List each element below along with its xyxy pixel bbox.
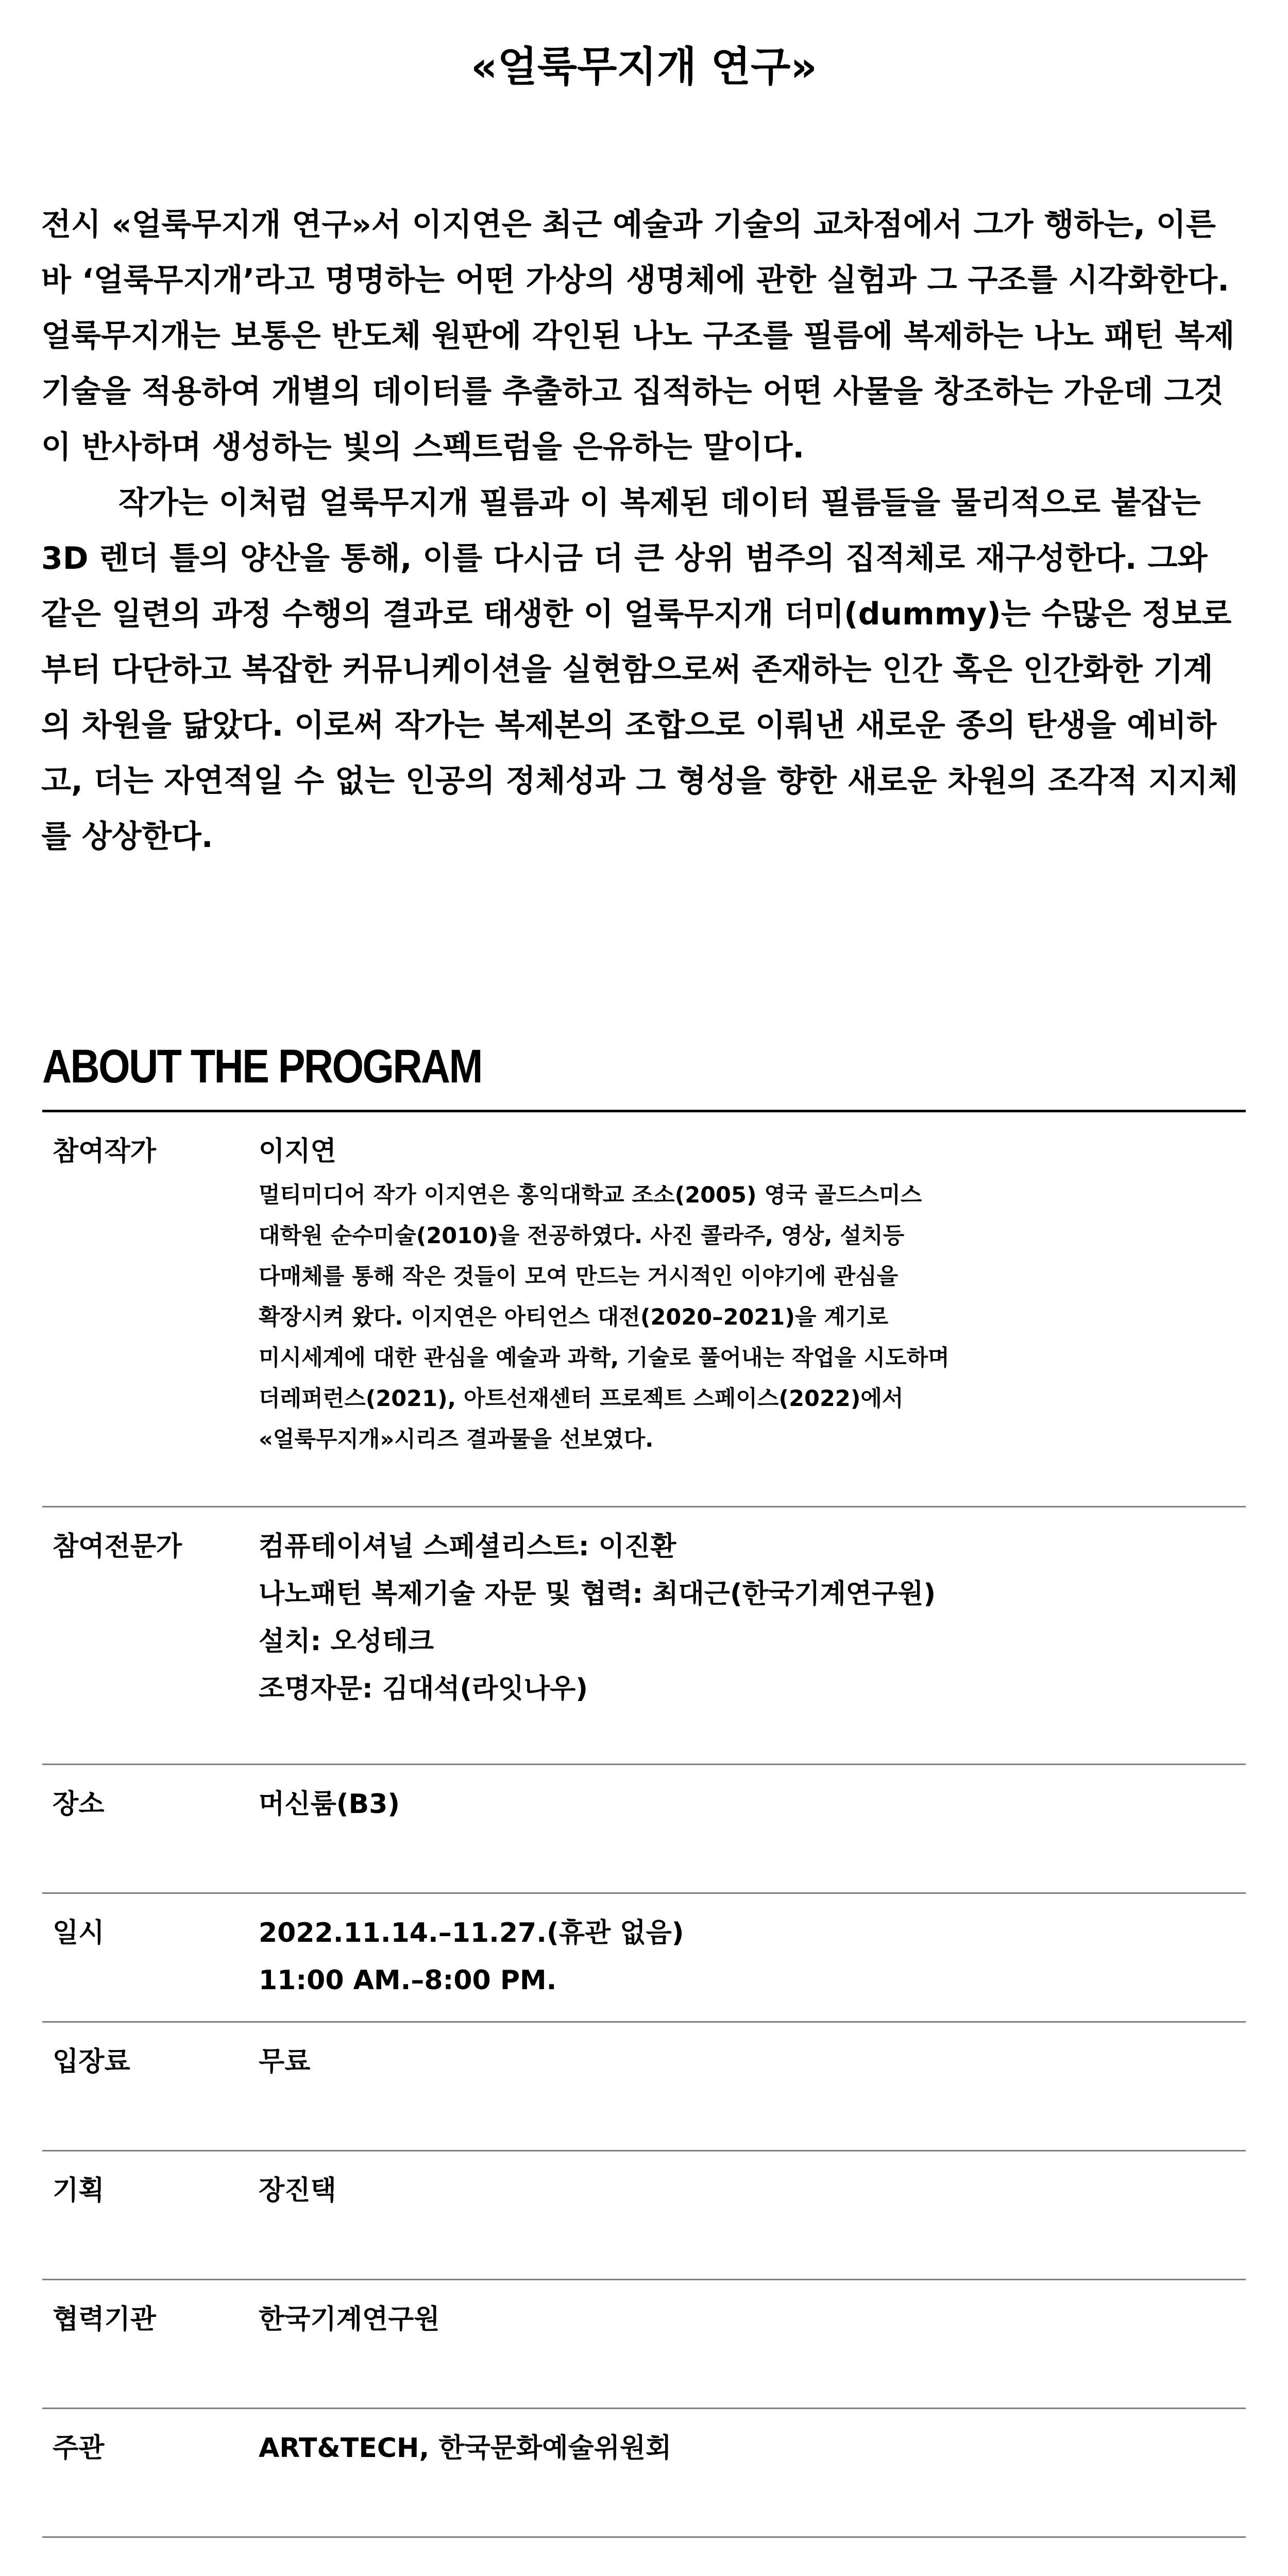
- info-label-artist: 참여작가: [53, 1136, 156, 1167]
- info-label-venue: 장소: [53, 1789, 105, 1820]
- admission-value: 무료: [259, 2046, 311, 2077]
- dates-line: 2022.11.14.–11.27.(휴관 없음): [259, 1918, 684, 1948]
- artist-bio-line: 대학원 순수미술(2010)을 전공하였다. 사진 콜라주, 영상, 설치등: [259, 1223, 905, 1249]
- artist-bio-line: 확장시켜 왔다. 이지연은 아티언스 대전(2020–2021)을 계기로: [259, 1304, 889, 1330]
- partner-value: 한국기계연구원: [259, 2304, 440, 2335]
- info-row-artist: [42, 1112, 1246, 1507]
- program-info-table: [42, 1110, 1246, 2538]
- info-row-partner: [42, 2280, 1246, 2409]
- artist-name: 이지연: [259, 1136, 336, 1167]
- expert-line: 조명자문: 김대석(라잇나우): [259, 1673, 588, 1704]
- description-paragraph-2: 작가는 이처럼 얼룩무지개 필름과 이 복제된 데이터 필름들을 물리적으로 붙잡는 3D 렌더 틀의 양산을 통해, 이를 다시금 더 큰 상위 범주의 집적체로 재구성한다. 그와 같은 일련의 과정 수행의 결과로 태생한 이 얼룩무지개 더미(dummy)는 수많은 정보로부터 다단하고 복잡한 커뮤니케이션을 실현함으로써 존재하는 인간 혹은 인간화한 기계의 차원을 닮았다. 이로써 작가는 복제본의 조합으로 이뤄낸 새로운 종의 탄생을 예비하고, 더는 자연적일 수 없는 인공의 정체성과 그 형성을 향한 새로운 차원의 조각적 지지체를 상상한다.: [41, 485, 1238, 855]
- exhibition-title: «얼룩무지개 연구»: [470, 43, 818, 91]
- info-row-organizer: [42, 2409, 1246, 2538]
- organizer-value: ART&TECH, 한국문화예술위원회: [259, 2433, 672, 2464]
- artist-bio-line: «얼룩무지개»시리즈 결과물을 선보였다.: [259, 1427, 654, 1452]
- info-label-organizer: 주관: [53, 2433, 105, 2464]
- info-label-partner: 협력기관: [53, 2304, 156, 2335]
- artist-bio-line: 멀티미디어 작가 이지연은 홍익대학교 조소(2005) 영국 골드스미스: [259, 1182, 922, 1208]
- expert-line: 컴퓨테이셔널 스페셜리스트: 이진환: [259, 1531, 676, 1562]
- artist-bio-line: 다매체를 통해 작은 것들이 모여 만드는 거시적인 이야기에 관심을: [259, 1264, 899, 1290]
- artist-bio-line: 더레퍼런스(2021), 아트선재센터 프로젝트 스페이스(2022)에서: [259, 1386, 904, 1412]
- artist-bio: [259, 1175, 1246, 1460]
- expert-line: 설치: 오성테크: [259, 1626, 434, 1657]
- info-row-curator: [42, 2151, 1246, 2280]
- info-row-experts: [42, 1507, 1246, 1765]
- info-label-experts: 참여전문가: [53, 1531, 182, 1562]
- hours-line: 11:00 AM.–8:00 PM.: [259, 1965, 557, 1996]
- info-row-admission: [42, 2023, 1246, 2151]
- description-paragraph-1: 전시 «얼룩무지개 연구»서 이지연은 최근 예술과 기술의 교차점에서 그가 행하는, 이른바 ‘얼룩무지개’라고 명명하는 어떤 가상의 생명체에 관한 실험과 그 구조를 시각화한다. 얼룩무지개는 보통은 반도체 원판에 각인된 나노 구조를 필름에 복제하는 나노 패턴 복제 기술을 적용하여 개별의 데이터를 추출하고 집적하는 어떤 사물을 창조하는 가운데 그것이 반사하며 생성하는 빛의 스펙트럼을 은유하는 말이다.: [41, 207, 1235, 465]
- expert-line: 나노패턴 복제기술 자문 및 협력: 최대근(한국기계연구원): [259, 1579, 936, 1609]
- artist-bio-line: 미시세계에 대한 관심을 예술과 과학, 기술로 풀어내는 작업을 시도하며: [259, 1345, 950, 1371]
- venue-value: 머신룸(B3): [259, 1789, 400, 1820]
- curator-value: 장진택: [259, 2175, 336, 2206]
- info-row-venue: [42, 1765, 1246, 1894]
- info-label-curator: 기획: [53, 2175, 105, 2206]
- exhibition-description: [41, 197, 1242, 865]
- about-program-heading: ABOUT THE PROGRAM: [42, 1040, 482, 1093]
- info-label-dates: 일시: [53, 1918, 105, 1948]
- info-row-dates: [42, 1894, 1246, 2023]
- info-label-admission: 입장료: [53, 2046, 130, 2077]
